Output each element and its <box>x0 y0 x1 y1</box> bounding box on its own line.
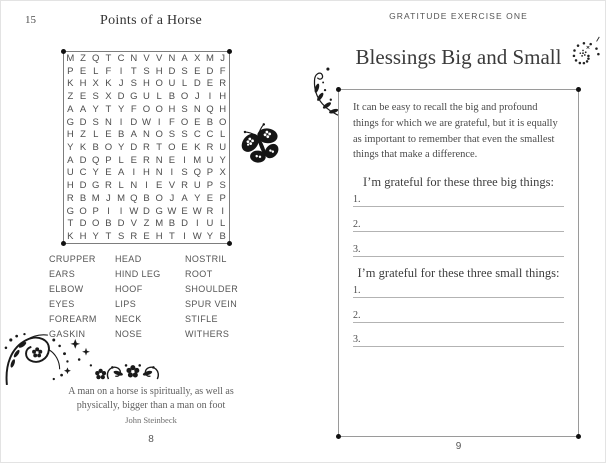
grid-letter: W <box>142 116 151 128</box>
word-list <box>49 252 269 341</box>
grid-letter: O <box>155 103 163 115</box>
grid-letter: R <box>66 192 74 204</box>
grid-letter: O <box>155 192 163 204</box>
fill-in-line <box>353 191 564 207</box>
grid-letter: E <box>168 154 176 166</box>
grid-letter: Z <box>143 218 150 230</box>
grid-letter: D <box>193 78 201 90</box>
quote-attribution: John Steinbeck <box>125 415 177 425</box>
grid-letter: V <box>130 218 137 230</box>
grid-letter: B <box>168 91 176 103</box>
grid-letter: I <box>119 65 123 77</box>
grid-letter: Y <box>92 103 99 115</box>
grid-letter: S <box>181 65 188 77</box>
grid-letter: H <box>219 91 227 103</box>
grid-letter: D <box>168 65 176 77</box>
section-heading-small: I’m grateful for these three small things: <box>357 266 560 280</box>
grid-letter: D <box>206 65 214 77</box>
grid-letter: Q <box>130 192 138 204</box>
grid-letter: J <box>220 52 226 64</box>
grid-letter: V <box>156 52 163 64</box>
grid-letter: G <box>92 180 100 192</box>
grid-letter: K <box>79 141 87 153</box>
grid-letter: L <box>118 180 124 192</box>
grid-letter: L <box>219 218 226 230</box>
grid-letter: O <box>155 78 163 90</box>
butterfly-icon <box>238 122 286 177</box>
grid-letter: F <box>219 65 226 77</box>
grid-letter: H <box>79 78 87 90</box>
grid-letter: E <box>181 205 188 217</box>
grid-letter: G <box>66 205 75 217</box>
word-list-item: EYES <box>49 299 75 310</box>
grid-letter: E <box>105 167 112 179</box>
grid-letter: X <box>92 78 99 90</box>
grid-letter: K <box>67 231 74 243</box>
grid-letter: M <box>193 154 202 166</box>
grid-letter: B <box>143 192 150 204</box>
word-list-item: SHOULDER <box>185 284 239 295</box>
grid-letter: N <box>130 52 138 64</box>
grid-letter: J <box>169 192 175 204</box>
word-list-column <box>185 252 269 341</box>
grid-letter: E <box>206 192 214 204</box>
grid-letter: I <box>195 218 199 230</box>
word-list-item: LIPS <box>115 299 137 310</box>
grid-letter: R <box>143 141 150 153</box>
grid-letter: L <box>156 91 162 103</box>
word-list-item: HEAD <box>115 254 142 265</box>
grid-letter: M <box>66 52 75 64</box>
grid-letter: D <box>117 218 125 230</box>
grid-letter: A <box>117 167 125 179</box>
grid-letter: J <box>106 192 111 204</box>
grid-letter: E <box>79 91 87 103</box>
grid-letter: B <box>206 116 214 128</box>
grid-letter: G <box>130 91 138 103</box>
grid-letter: E <box>79 65 87 77</box>
grid-letter: D <box>117 91 125 103</box>
grid-letter: R <box>143 154 150 166</box>
grid-letter: L <box>181 78 188 90</box>
grid-letter: K <box>105 78 112 90</box>
grid-letter: I <box>183 154 186 166</box>
grid-letter: Z <box>80 129 86 141</box>
word-list-column <box>49 252 115 341</box>
grid-letter: P <box>206 180 214 192</box>
grid-letter: I <box>221 205 224 217</box>
grid-letter: H <box>143 78 150 90</box>
grid-letter: T <box>67 218 74 230</box>
grid-letter: B <box>79 192 87 204</box>
dotted-spiral-icon <box>564 34 602 81</box>
grid-letter: P <box>206 167 214 179</box>
grid-letter: O <box>92 218 100 230</box>
exercise-header: GRATITUDE EXERCISE ONE <box>389 11 528 21</box>
frame-corner-dot <box>336 434 341 439</box>
grid-letter: F <box>168 116 175 128</box>
grid-letter: B <box>168 218 176 230</box>
grid-letter: M <box>205 52 214 64</box>
grid-letter: C <box>117 52 125 64</box>
grid-letter: C <box>193 129 201 141</box>
grid-letter: S <box>130 78 137 90</box>
grid-letter: N <box>193 103 201 115</box>
fill-in-line <box>353 331 564 347</box>
grid-letter: W <box>167 205 177 217</box>
line-number: 3. <box>353 334 361 345</box>
grid-letter: I <box>107 205 110 217</box>
grid-letter: N <box>155 154 163 166</box>
grid-letter: L <box>118 154 124 166</box>
grid-letter: O <box>218 116 227 128</box>
grid-letter: Y <box>194 192 201 204</box>
grid-letter: D <box>130 116 138 128</box>
grid-letter: S <box>181 167 188 179</box>
grid-letter: I <box>170 167 174 179</box>
grid-letter: F <box>130 103 137 115</box>
grid-letter: B <box>117 129 125 141</box>
line-number: 2. <box>353 310 361 321</box>
grid-letter: Z <box>67 91 74 103</box>
page-number-left: 8 <box>148 434 154 445</box>
grid-letter: H <box>155 231 163 243</box>
grid-letter: L <box>93 65 99 77</box>
quote-text: A man on a horse is spiritually, as well as physically, bigger than a man on foot <box>68 386 234 412</box>
grid-letter: H <box>79 231 87 243</box>
grid-letter: O <box>168 141 176 153</box>
grid-letter: I <box>119 116 123 128</box>
grid-letter: H <box>66 129 74 141</box>
grid-letter: J <box>118 78 124 90</box>
grid-letter: Y <box>92 231 99 243</box>
grid-letter: K <box>67 78 74 90</box>
grid-letter: V <box>168 180 176 192</box>
fill-in-line <box>353 241 564 257</box>
grid-letter: Q <box>193 167 201 179</box>
grid-letter: R <box>130 231 138 243</box>
grid-letter: R <box>181 180 188 192</box>
page-number-right: 9 <box>455 441 462 452</box>
grid-letter: Y <box>117 103 125 115</box>
grid-letter: G <box>66 116 75 128</box>
grid-letter: R <box>206 205 214 217</box>
word-list-item: CRUPPER <box>49 254 96 265</box>
grid-letter: L <box>219 129 226 141</box>
grid-letter: U <box>219 141 227 153</box>
exercise-intro: It can be easy to recall the big and profound things for which we are grateful, but it is equally as important to remember that even the smallest things that make a difference. <box>353 102 558 161</box>
grid-letter: Y <box>67 141 74 153</box>
grid-letter: S <box>92 91 99 103</box>
frame-corner-dot <box>576 434 581 439</box>
grid-letter: D <box>130 141 138 153</box>
grid-letter: Z <box>80 52 86 64</box>
grid-letter: B <box>92 141 99 153</box>
frame-corner-dot <box>336 87 341 92</box>
grid-letter: B <box>219 231 226 243</box>
grid-letter: Q <box>206 103 214 115</box>
grid-letter: X <box>194 52 201 64</box>
word-list-item: STIFLE <box>185 314 218 324</box>
fill-in-line <box>353 216 564 232</box>
grid-letter: H <box>143 167 150 179</box>
word-list-item: EARS <box>49 269 76 280</box>
word-list-item: NOSE <box>115 328 143 339</box>
puzzle-number: 15 <box>25 14 36 26</box>
word-search-frame <box>63 51 230 244</box>
grid-letter: T <box>105 103 112 115</box>
word-list-item: ROOT <box>185 269 213 280</box>
grid-letter: O <box>155 129 163 141</box>
grid-letter: H <box>168 103 176 115</box>
grid-letter: T <box>105 231 112 243</box>
grid-letter: X <box>105 91 112 103</box>
word-list-item: HOOF <box>115 284 143 295</box>
grid-letter: N <box>143 129 150 141</box>
grid-letter: R <box>206 141 214 153</box>
line-number: 2. <box>353 219 361 230</box>
grid-letter: E <box>206 78 214 90</box>
grid-letter: E <box>130 154 137 166</box>
grid-letter: Y <box>117 141 125 153</box>
grid-letter: C <box>206 129 214 141</box>
grid-letter: A <box>67 103 74 115</box>
word-list-item: NOSTRIL <box>185 254 227 265</box>
grid-letter: P <box>105 154 112 166</box>
grid-letter: A <box>79 103 87 115</box>
grid-letter: P <box>92 205 99 217</box>
grid-letter: F <box>105 65 112 77</box>
grid-letter: T <box>105 52 112 64</box>
grid-letter: I <box>157 116 161 128</box>
grid-letter: C <box>79 167 87 179</box>
grid-letter: H <box>66 180 74 192</box>
word-list-item: FOREARM <box>49 314 97 324</box>
line-number: 1. <box>353 194 361 205</box>
grid-letter: U <box>66 167 74 179</box>
grid-letter: M <box>91 192 100 204</box>
exercise-title: Blessings Big and Small <box>355 45 562 69</box>
grid-letter: H <box>219 103 227 115</box>
grid-letter: R <box>104 180 112 192</box>
grid-letter: I <box>208 91 212 103</box>
grid-letter: K <box>194 141 201 153</box>
grid-letter: O <box>104 141 113 153</box>
line-number: 1. <box>353 285 361 296</box>
grid-letter: P <box>67 65 74 77</box>
grid-letter: I <box>132 167 136 179</box>
grid-letter: N <box>130 180 138 192</box>
grid-letter: Y <box>92 167 99 179</box>
grid-letter: D <box>79 116 87 128</box>
grid-letter: I <box>145 180 148 192</box>
grid-letter: T <box>130 65 137 77</box>
word-list-item: SPUR VEIN <box>185 299 238 310</box>
grid-letter: O <box>79 205 87 217</box>
puzzle-title: Points of a Horse <box>100 13 202 28</box>
grid-letter: E <box>194 65 201 77</box>
grid-letter: P <box>219 192 226 204</box>
grid-letter: U <box>143 91 150 103</box>
grid-letter: A <box>67 154 74 166</box>
grid-letter: Y <box>219 154 226 166</box>
fill-in-line <box>353 307 564 323</box>
word-list-item: GASKIN <box>49 328 86 339</box>
grid-letter: O <box>142 103 151 115</box>
grid-letter: R <box>219 78 227 90</box>
grid-letter: A <box>130 129 137 141</box>
grid-letter: U <box>206 154 214 166</box>
fill-in-line <box>353 282 564 298</box>
grid-letter: N <box>155 167 163 179</box>
grid-letter: N <box>104 116 112 128</box>
grid-letter: U <box>193 180 201 192</box>
grid-letter: M <box>155 218 164 230</box>
grid-letter: D <box>79 154 87 166</box>
grid-letter: Q <box>92 154 100 166</box>
grid-letter: T <box>156 141 163 153</box>
word-list-item: NECK <box>115 314 142 324</box>
grid-letter: O <box>180 91 189 103</box>
grid-letter: E <box>143 231 150 243</box>
grid-letter: B <box>105 218 112 230</box>
grid-letter: Q <box>92 52 100 64</box>
grid-letter: G <box>155 205 163 217</box>
grid-letter: E <box>105 129 112 141</box>
word-search-grid <box>64 52 229 243</box>
word-list-item: WITHERS <box>185 328 230 339</box>
grid-letter: W <box>129 205 139 217</box>
grid-letter: M <box>117 192 126 204</box>
word-list-item: HIND LEG <box>115 269 161 280</box>
grid-letter: D <box>181 218 188 230</box>
grid-letter: S <box>117 231 125 243</box>
grid-letter: S <box>219 180 226 192</box>
grid-letter: X <box>219 167 226 179</box>
grid-letter: V <box>143 52 150 64</box>
grid-letter: E <box>156 180 163 192</box>
grid-letter: N <box>168 52 176 64</box>
grid-letter: D <box>79 180 87 192</box>
grid-letter: U <box>206 218 214 230</box>
grid-letter: S <box>168 129 176 141</box>
grid-letter: E <box>194 116 201 128</box>
line-number: 3. <box>353 244 361 255</box>
grid-letter: Y <box>206 231 214 243</box>
grid-letter: A <box>181 52 188 64</box>
grid-letter: I <box>119 205 123 217</box>
grid-letter: W <box>192 231 202 243</box>
grid-letter: I <box>183 231 186 243</box>
grid-letter: S <box>181 103 188 115</box>
grid-letter: U <box>168 78 176 90</box>
grid-letter: E <box>181 141 188 153</box>
grid-letter: H <box>155 65 163 77</box>
grid-letter: T <box>168 231 175 243</box>
grid-letter: W <box>192 205 202 217</box>
grid-letter: L <box>93 129 99 141</box>
grid-letter: O <box>180 116 189 128</box>
frame-corner-dot <box>576 87 581 92</box>
grid-letter: D <box>79 218 87 230</box>
grid-letter: J <box>194 91 200 103</box>
word-list-item: ELBOW <box>49 284 84 295</box>
grid-letter: S <box>143 65 150 77</box>
grid-letter: A <box>181 192 188 204</box>
grid-letter: S <box>181 129 188 141</box>
word-list-column <box>115 252 185 341</box>
section-heading-big: I’m grateful for these three big things: <box>363 175 554 189</box>
grid-letter: S <box>92 116 99 128</box>
grid-letter: D <box>143 205 150 217</box>
